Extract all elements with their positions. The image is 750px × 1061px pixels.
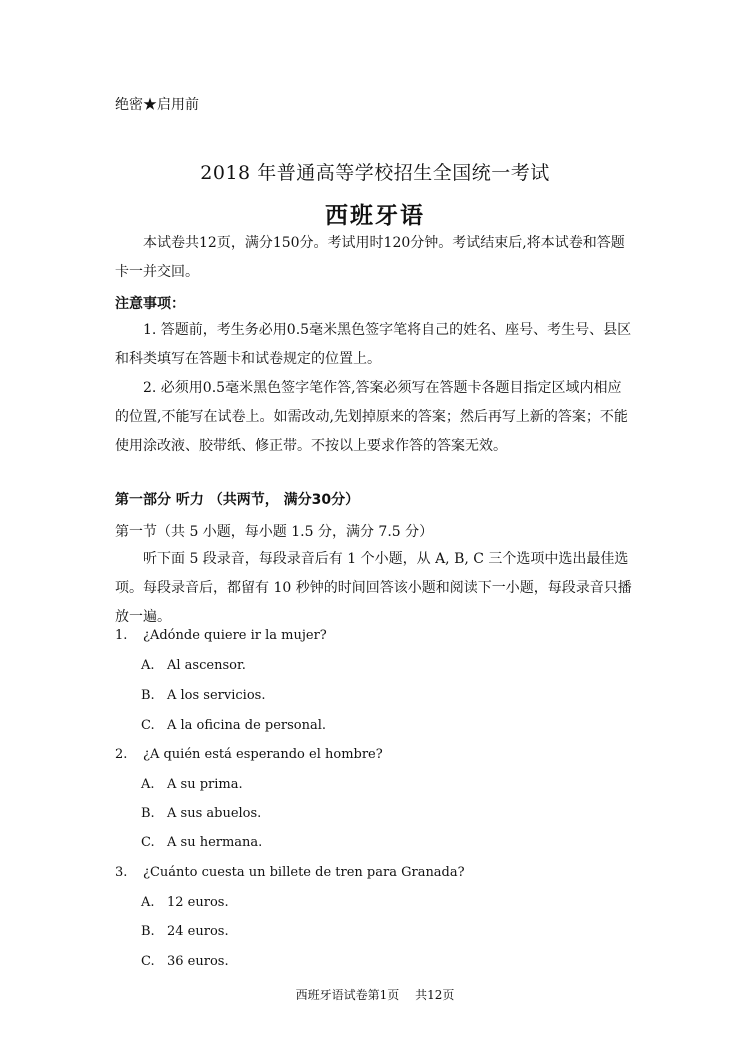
option-text: A los servicios. <box>167 688 266 703</box>
option-text: Al ascensor. <box>167 658 246 673</box>
option-1b <box>141 688 265 703</box>
option-letter: A. <box>141 658 155 673</box>
option-letter: A. <box>141 777 155 792</box>
option-3a <box>141 895 229 910</box>
option-2c <box>141 835 262 850</box>
option-letter: C. <box>141 954 155 969</box>
question-2 <box>115 747 383 762</box>
notes-heading: 注意事项： <box>115 296 185 312</box>
option-letter: A. <box>141 895 155 910</box>
question-text: ¿Adónde quiere ir la mujer? <box>143 628 327 643</box>
option-text: A su hermana. <box>167 835 263 850</box>
question-number: 1. <box>115 628 128 643</box>
option-2b <box>141 806 261 821</box>
option-3c <box>141 954 229 969</box>
option-letter: B. <box>141 924 155 939</box>
option-3b <box>141 924 229 939</box>
option-text: 24 euros. <box>167 924 229 939</box>
option-text: A sus abuelos. <box>167 806 262 821</box>
option-letter: C. <box>141 835 155 850</box>
option-letter: B. <box>141 806 155 821</box>
subject-title: 西班牙语 <box>325 202 425 229</box>
note-item-2: 2. 必须用0.5毫米黑色签字笔作答,答案必须写在答题卡各题目指定区域内相应的位置,不能写在试卷上。如需改动,先划掉原来的答案；然后再写上新的答案；不能使用涂改液、胶带纸、修正带。不按以上要求作答的答案无效。 <box>115 380 628 454</box>
question-text: ¿A quién está esperando el hombre? <box>143 747 383 762</box>
note-item-1: 1. 答题前，考生务必用0.5毫米黑色签字笔将自己的姓名、座号、考生号、县区和科类填写在答题卡和试卷规定的位置上。 <box>115 322 632 367</box>
option-text: 36 euros. <box>167 954 229 969</box>
question-number: 2. <box>115 747 128 762</box>
listening-instructions: 听下面 5 段录音，每段录音后有 1 个小题，从 A, B, C 三个选项中选出最佳选项。每段录音后，都留有 10 秒钟的时间回答该小题和阅读下一小题，每段录音只播放一遍。 <box>115 551 632 625</box>
question-number: 3. <box>115 865 128 880</box>
intro-paragraph: 本试卷共12页，满分150分。考试用时120分钟。考试结束后,将本试卷和答题卡一并交回。 <box>115 235 625 280</box>
option-text: A la oficina de personal. <box>167 718 327 733</box>
option-text: A su prima. <box>167 777 243 792</box>
exam-title: 2018 年普通高等学校招生全国统一考试 <box>200 162 550 184</box>
question-3 <box>115 865 465 880</box>
confidential-label: 绝密★启用前 <box>115 97 199 113</box>
option-letter: B. <box>141 688 155 703</box>
page-footer: 西班牙语试卷第1页 共12页 <box>295 988 455 1002</box>
option-1a <box>141 658 246 673</box>
question-text: ¿Cuánto cuesta un billete de tren para Granada? <box>143 865 465 880</box>
option-1c <box>141 718 326 733</box>
option-2a <box>141 777 243 792</box>
option-text: 12 euros. <box>167 895 229 910</box>
option-letter: C. <box>141 718 155 733</box>
part1-heading: 第一部分 听力 （共两节， 满分30分） <box>115 492 360 508</box>
question-1 <box>115 628 327 643</box>
section1-heading: 第一节（共 5 小题，每小题 1.5 分，满分 7.5 分） <box>115 524 434 540</box>
